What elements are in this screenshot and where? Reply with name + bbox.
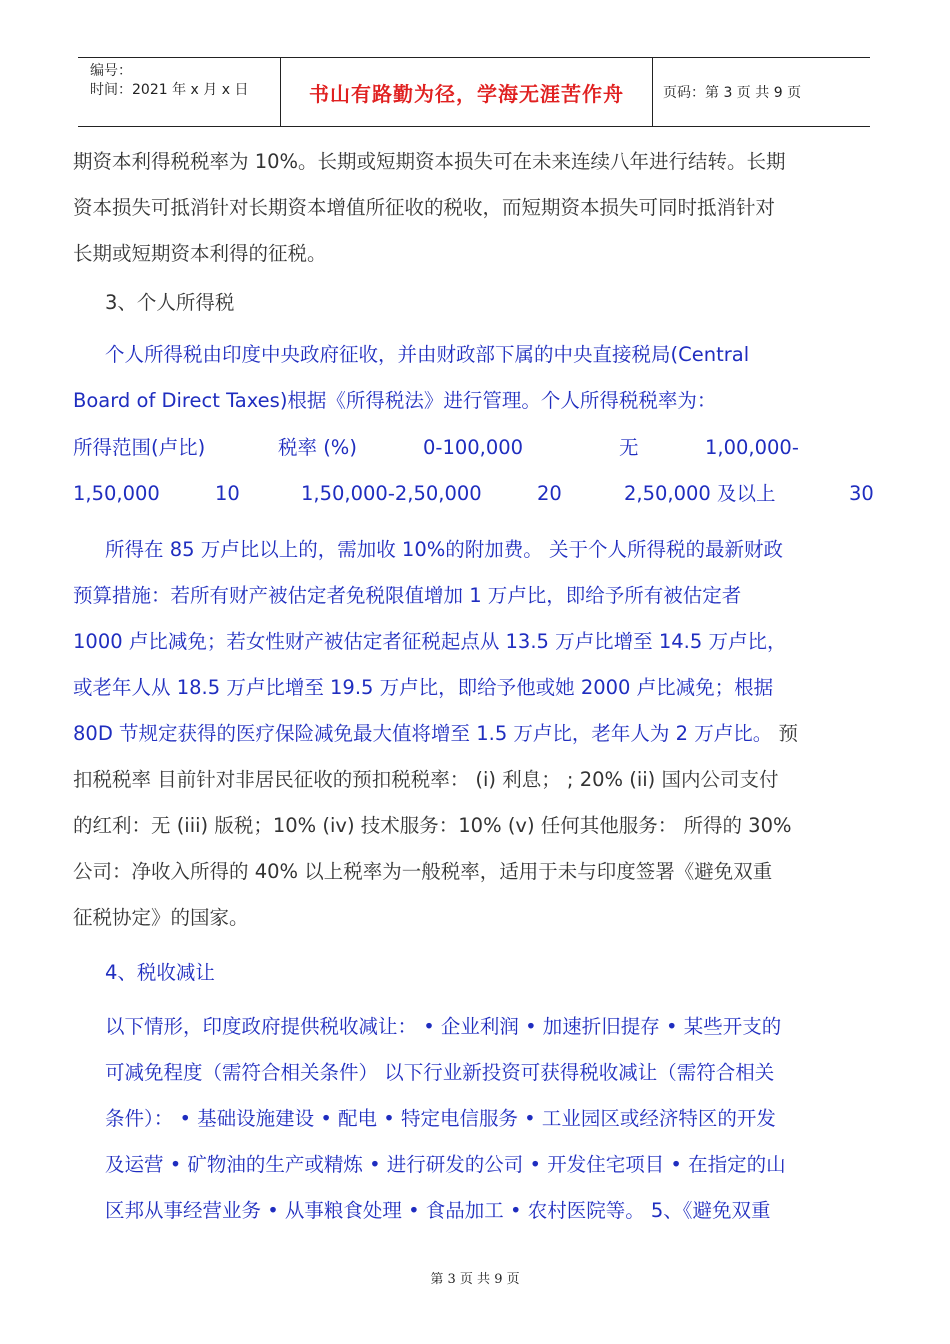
text-line: 可减免程度（需符合相关条件） 以下行业新投资可获得税收减让（需符合相关	[105, 1061, 775, 1084]
tax-cell: 1,50,000	[73, 482, 160, 505]
document-date-label: 时间：2021 年 x 月 x 日	[90, 82, 249, 98]
tax-rate-row	[73, 425, 883, 471]
tax-cell: 20	[537, 482, 562, 505]
document-number-label: 编号：	[90, 63, 132, 79]
tax-rate-table	[73, 425, 883, 517]
tax-cell: 所得范围(卢比)	[73, 436, 206, 459]
tax-cell: 1,50,000-2,50,000	[301, 482, 482, 505]
tax-cell: 1,00,000-	[705, 436, 799, 459]
text-line: 征税协定》的国家。	[73, 906, 249, 929]
page-footer	[0, 1268, 950, 1287]
text-line: 个人所得税由印度中央政府征收，并由财政部下属的中央直接税局(Central	[105, 343, 750, 366]
header-page-info: 页码：第 3 页 共 9 页	[663, 85, 802, 101]
text-line: 以下情形，印度政府提供税收减让： • 企业利润 • 加速折旧提存 • 某些开支的	[105, 1015, 782, 1038]
section-heading-tax-incentives	[73, 950, 915, 996]
tax-cell: 0-100,000	[423, 436, 524, 459]
page-header	[78, 57, 870, 127]
tax-cell: 30	[849, 482, 874, 505]
text-line: 条件）： • 基础设施建设 • 配电 • 特定电信服务 • 工业园区或经济特区的开发	[105, 1107, 776, 1130]
text-segment: 预	[772, 722, 798, 745]
text-line: 及运营 • 矿物油的生产或精炼 • 进行研发的公司 • 开发住宅项目 • 在指定的山	[105, 1153, 786, 1176]
text-line: 预算措施：若所有财产被估定者免税限值增加 1 万卢比，即给予所有被估定者	[73, 584, 742, 607]
tax-cell: 2,50,000 及以上	[624, 482, 776, 505]
header-motto-cell	[281, 58, 653, 126]
text-line: Board of Direct Taxes)根据《所得税法》进行管理。个人所得税税率为：	[73, 389, 717, 412]
text-segment: 80D 节规定获得的医疗保险减免最大值将增至 1.5 万卢比，老年人为 2 万卢比。	[73, 722, 773, 745]
section-heading-personal-income-tax	[73, 280, 915, 326]
paragraph-withholding-tax	[73, 757, 883, 941]
text-line: 所得在 85 万卢比以上的，需加收 10%的附加费。 关于个人所得税的最新财政	[105, 538, 783, 561]
text-line: 期资本利得税税率为 10%。长期或短期资本损失可在未来连续八年进行结转。长期	[73, 150, 786, 173]
text-line: 的红利：无 (iii) 版税；10% (iv) 技术服务：10% (v) 任何其他服务： 所得的 30%	[73, 814, 792, 837]
section-heading: 3、个人所得税	[105, 291, 235, 314]
paragraph-income-tax-intro	[73, 332, 883, 424]
text-line: 公司：净收入所得的 40% 以上税率为一般税率，适用于未与印度签署《避免双重	[73, 860, 773, 883]
text-line: 区邦从事经营业务 • 从事粮食处理 • 食品加工 • 农村医院等。 5、《避免双重	[105, 1199, 771, 1222]
header-page-info-cell	[653, 58, 870, 126]
text-line: 资本损失可抵消针对长期资本增值所征收的税收，而短期资本损失可同时抵消针对	[73, 196, 776, 219]
footer-page-number: 第 3 页 共 9 页	[430, 1272, 520, 1287]
paragraph-budget-measures	[73, 527, 883, 757]
tax-cell: 税率 (%)	[278, 436, 357, 459]
tax-rate-row	[73, 471, 883, 517]
text-line: 1000 卢比减免；若女性财产被估定者征税起点从 13.5 万卢比增至 14.5 万卢比，	[73, 630, 787, 653]
paragraph-capital-gains	[73, 139, 883, 277]
header-meta	[78, 58, 281, 126]
text-line: 或老年人从 18.5 万卢比增至 19.5 万卢比，即给予他或她 2000 卢比减免；根据	[73, 676, 774, 699]
text-line: 长期或短期资本利得的征税。	[73, 242, 327, 265]
paragraph-tax-incentives	[73, 1004, 883, 1234]
text-line	[73, 711, 883, 757]
section-heading: 4、税收减让	[105, 961, 215, 984]
tax-cell: 无	[619, 436, 639, 459]
text-line: 扣税税率 目前针对非居民征收的预扣税税率： (i) 利息； ; 20% (ii) 国内公司支付	[73, 768, 779, 791]
header-motto: 书山有路勤为径，学海无涯苦作舟	[309, 81, 624, 106]
tax-cell: 10	[215, 482, 240, 505]
